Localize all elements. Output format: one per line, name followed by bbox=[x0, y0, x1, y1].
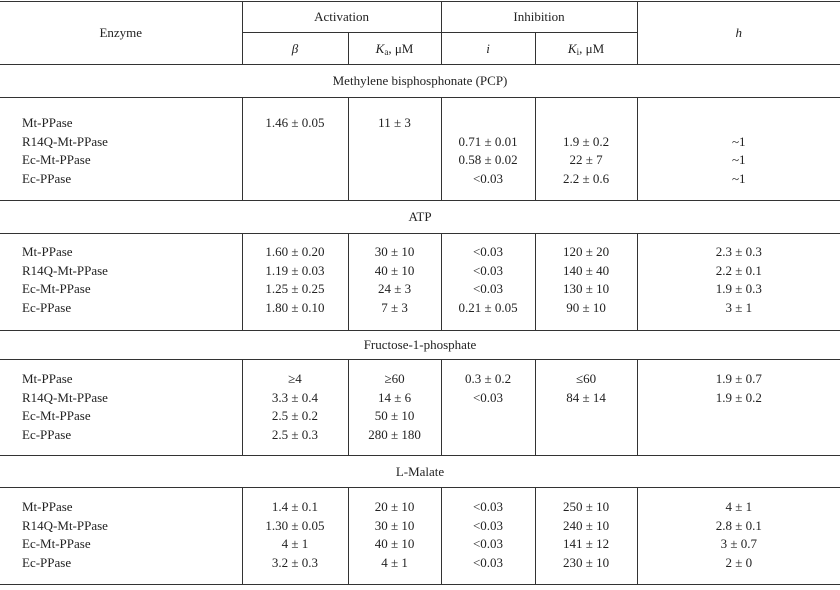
enzyme-name: Mt-PPase bbox=[22, 499, 73, 514]
cell-i: <0.03 bbox=[472, 170, 504, 186]
header-enzyme: Enzyme bbox=[0, 2, 242, 65]
cell-beta: ≥4 bbox=[288, 371, 302, 386]
cell-h: 1.9 ± 0.2 bbox=[715, 389, 762, 405]
header-ka bbox=[348, 33, 441, 65]
enzyme-name: Ec-PPase bbox=[22, 426, 72, 442]
column-beta bbox=[242, 98, 348, 201]
cell-h: 1.9 ± 0.3 bbox=[715, 281, 762, 297]
column-enzyme bbox=[0, 98, 242, 201]
cell-h: ~1 bbox=[731, 133, 746, 149]
beta-symbol: β bbox=[291, 40, 299, 56]
cell-ki: 2.2 ± 0.6 bbox=[562, 170, 610, 186]
cell-ka: 50 ± 10 bbox=[374, 408, 415, 424]
column-enzyme bbox=[0, 488, 242, 585]
cell-i: <0.03 bbox=[472, 281, 504, 297]
cell-i bbox=[442, 114, 535, 133]
enzyme-name: Ec-Mt-PPase bbox=[22, 536, 91, 552]
column-enzyme bbox=[0, 360, 242, 456]
cell-ka: 4 ± 1 bbox=[381, 554, 408, 570]
cell-ki bbox=[536, 114, 637, 133]
column-h bbox=[637, 360, 840, 456]
cell-beta: 3.2 ± 0.3 bbox=[271, 554, 319, 570]
cell-h: 2.3 ± 0.3 bbox=[715, 244, 762, 259]
cell-i: 0.21 ± 0.05 bbox=[458, 299, 518, 315]
cell-ki: 141 ± 12 bbox=[562, 536, 610, 552]
cell-ka: 14 ± 6 bbox=[377, 389, 412, 405]
enzyme-name: Mt-PPase bbox=[22, 115, 73, 130]
section-data-block bbox=[0, 360, 840, 456]
column-i bbox=[441, 360, 535, 456]
enzyme-name: Ec-PPase bbox=[22, 299, 72, 315]
ka-unit: , μM bbox=[388, 40, 414, 56]
cell-ka: 280 ± 180 bbox=[368, 426, 421, 442]
section-title: Methylene bisphosphonate (PCP) bbox=[0, 65, 840, 98]
cell-beta: 2.5 ± 0.2 bbox=[271, 408, 319, 424]
cell-beta: 1.60 ± 0.20 bbox=[265, 244, 325, 259]
column-i bbox=[441, 488, 535, 585]
cell-i bbox=[442, 407, 535, 426]
cell-i: <0.03 bbox=[472, 244, 504, 259]
cell-ki bbox=[536, 407, 637, 426]
enzyme-name: Mt-PPase bbox=[22, 371, 73, 386]
cell-ka bbox=[349, 170, 441, 189]
cell-ki: 1.9 ± 0.2 bbox=[562, 133, 610, 149]
column-h bbox=[637, 98, 840, 201]
cell-ki bbox=[536, 426, 637, 445]
cell-h bbox=[638, 114, 840, 133]
cell-ka: 20 ± 10 bbox=[374, 499, 415, 514]
cell-ki: 140 ± 40 bbox=[562, 262, 610, 278]
cell-ka: 24 ± 3 bbox=[377, 281, 412, 297]
cell-ka: 40 ± 10 bbox=[374, 262, 415, 278]
cell-beta: 1.46 ± 0.05 bbox=[265, 115, 325, 130]
ki-subscript: i bbox=[576, 46, 580, 57]
column-ki bbox=[535, 488, 637, 585]
section-title-row bbox=[0, 331, 840, 360]
column-enzyme bbox=[0, 234, 242, 331]
enzyme-name: Mt-PPase bbox=[22, 244, 73, 259]
column-i bbox=[441, 98, 535, 201]
header-i bbox=[441, 33, 535, 65]
cell-i: 0.58 ± 0.02 bbox=[458, 152, 518, 168]
header-h bbox=[637, 2, 840, 65]
cell-ka: 11 ± 3 bbox=[378, 115, 411, 130]
section-title: ATP bbox=[0, 201, 840, 234]
header-inhibition: Inhibition bbox=[441, 2, 637, 33]
cell-ki: 130 ± 10 bbox=[562, 281, 610, 297]
column-ki bbox=[535, 234, 637, 331]
cell-ki: ≤60 bbox=[575, 371, 597, 386]
column-beta bbox=[242, 360, 348, 456]
enzyme-name: R14Q-Mt-PPase bbox=[22, 389, 108, 405]
cell-i: 0.71 ± 0.01 bbox=[458, 133, 518, 149]
cell-beta: 1.30 ± 0.05 bbox=[265, 517, 325, 533]
cell-beta bbox=[243, 170, 348, 189]
cell-i: <0.03 bbox=[472, 499, 504, 514]
h-symbol: h bbox=[735, 25, 743, 40]
column-h bbox=[637, 234, 840, 331]
cell-ka bbox=[349, 133, 441, 152]
cell-ki: 90 ± 10 bbox=[566, 299, 606, 315]
enzyme-name: Ec-PPase bbox=[22, 170, 72, 186]
cell-ka: ≥60 bbox=[384, 371, 405, 386]
cell-h bbox=[638, 426, 840, 445]
cell-ki: 240 ± 10 bbox=[562, 517, 610, 533]
cell-ki: 230 ± 10 bbox=[562, 554, 610, 570]
enzyme-name: R14Q-Mt-PPase bbox=[22, 262, 108, 278]
cell-h: ~1 bbox=[731, 170, 746, 186]
enzyme-name: Ec-Mt-PPase bbox=[22, 408, 91, 424]
enzyme-name: Ec-Mt-PPase bbox=[22, 281, 91, 297]
i-symbol: i bbox=[486, 40, 490, 56]
cell-beta: 2.5 ± 0.3 bbox=[271, 426, 319, 442]
header-beta bbox=[242, 33, 348, 65]
cell-i: <0.03 bbox=[472, 389, 504, 405]
cell-h: 4 ± 1 bbox=[725, 499, 753, 514]
column-i bbox=[441, 234, 535, 331]
section-title: Fructose-1-phosphate bbox=[0, 331, 840, 360]
cell-h: ~1 bbox=[731, 152, 746, 168]
cell-beta: 1.25 ± 0.25 bbox=[265, 281, 325, 297]
cell-ka: 30 ± 10 bbox=[374, 517, 415, 533]
cell-i: 0.3 ± 0.2 bbox=[464, 371, 512, 386]
cell-ka bbox=[349, 151, 441, 170]
cell-i: <0.03 bbox=[472, 262, 504, 278]
cell-ki: 250 ± 10 bbox=[562, 499, 610, 514]
cell-h: 1.9 ± 0.7 bbox=[715, 371, 762, 386]
cell-h: 2 ± 0 bbox=[725, 554, 753, 570]
cell-beta: 1.80 ± 0.10 bbox=[265, 299, 325, 315]
cell-ki: 120 ± 20 bbox=[562, 244, 610, 259]
column-ka bbox=[348, 360, 441, 456]
section-data-block bbox=[0, 98, 840, 201]
column-ka bbox=[348, 98, 441, 201]
cell-h: 2.8 ± 0.1 bbox=[715, 517, 762, 533]
column-ki bbox=[535, 360, 637, 456]
cell-ki: 84 ± 14 bbox=[566, 389, 606, 405]
section-title: L-Malate bbox=[0, 456, 840, 488]
table-body bbox=[0, 65, 840, 585]
column-ka bbox=[348, 234, 441, 331]
ka-subscript: a bbox=[384, 46, 389, 57]
enzyme-name: Ec-PPase bbox=[22, 554, 72, 570]
header-activation: Activation bbox=[242, 2, 441, 33]
section-data-block bbox=[0, 234, 840, 331]
cell-i: <0.03 bbox=[472, 536, 504, 552]
cell-i: <0.03 bbox=[472, 554, 504, 570]
section-title-row bbox=[0, 65, 840, 98]
header-ki bbox=[535, 33, 637, 65]
column-ki bbox=[535, 98, 637, 201]
cell-beta bbox=[243, 133, 348, 152]
enzyme-name: Ec-Mt-PPase bbox=[22, 152, 91, 168]
column-beta bbox=[242, 488, 348, 585]
cell-beta bbox=[243, 151, 348, 170]
enzyme-effector-table bbox=[0, 1, 840, 585]
cell-h bbox=[638, 407, 840, 426]
enzyme-name: R14Q-Mt-PPase bbox=[22, 517, 108, 533]
section-data-block bbox=[0, 488, 840, 585]
cell-beta: 1.19 ± 0.03 bbox=[265, 262, 325, 278]
cell-i bbox=[442, 426, 535, 445]
cell-ka: 30 ± 10 bbox=[374, 244, 415, 259]
cell-beta: 1.4 ± 0.1 bbox=[271, 499, 319, 514]
cell-h: 3 ± 1 bbox=[725, 299, 753, 315]
column-ka bbox=[348, 488, 441, 585]
column-h bbox=[637, 488, 840, 585]
cell-ki: 22 ± 7 bbox=[569, 152, 603, 168]
section-title-row bbox=[0, 201, 840, 234]
enzyme-name: R14Q-Mt-PPase bbox=[22, 133, 108, 149]
cell-i: <0.03 bbox=[472, 517, 504, 533]
cell-beta: 4 ± 1 bbox=[281, 536, 309, 552]
ki-symbol: K bbox=[567, 40, 577, 56]
section-title-row bbox=[0, 456, 840, 488]
cell-h: 2.2 ± 0.1 bbox=[715, 262, 762, 278]
cell-beta: 3.3 ± 0.4 bbox=[271, 389, 319, 405]
ki-unit: , μM bbox=[579, 40, 605, 56]
ka-symbol: K bbox=[375, 40, 385, 56]
cell-ka: 7 ± 3 bbox=[381, 299, 408, 315]
cell-ka: 40 ± 10 bbox=[374, 536, 415, 552]
column-beta bbox=[242, 234, 348, 331]
cell-h: 3 ± 0.7 bbox=[720, 536, 757, 552]
